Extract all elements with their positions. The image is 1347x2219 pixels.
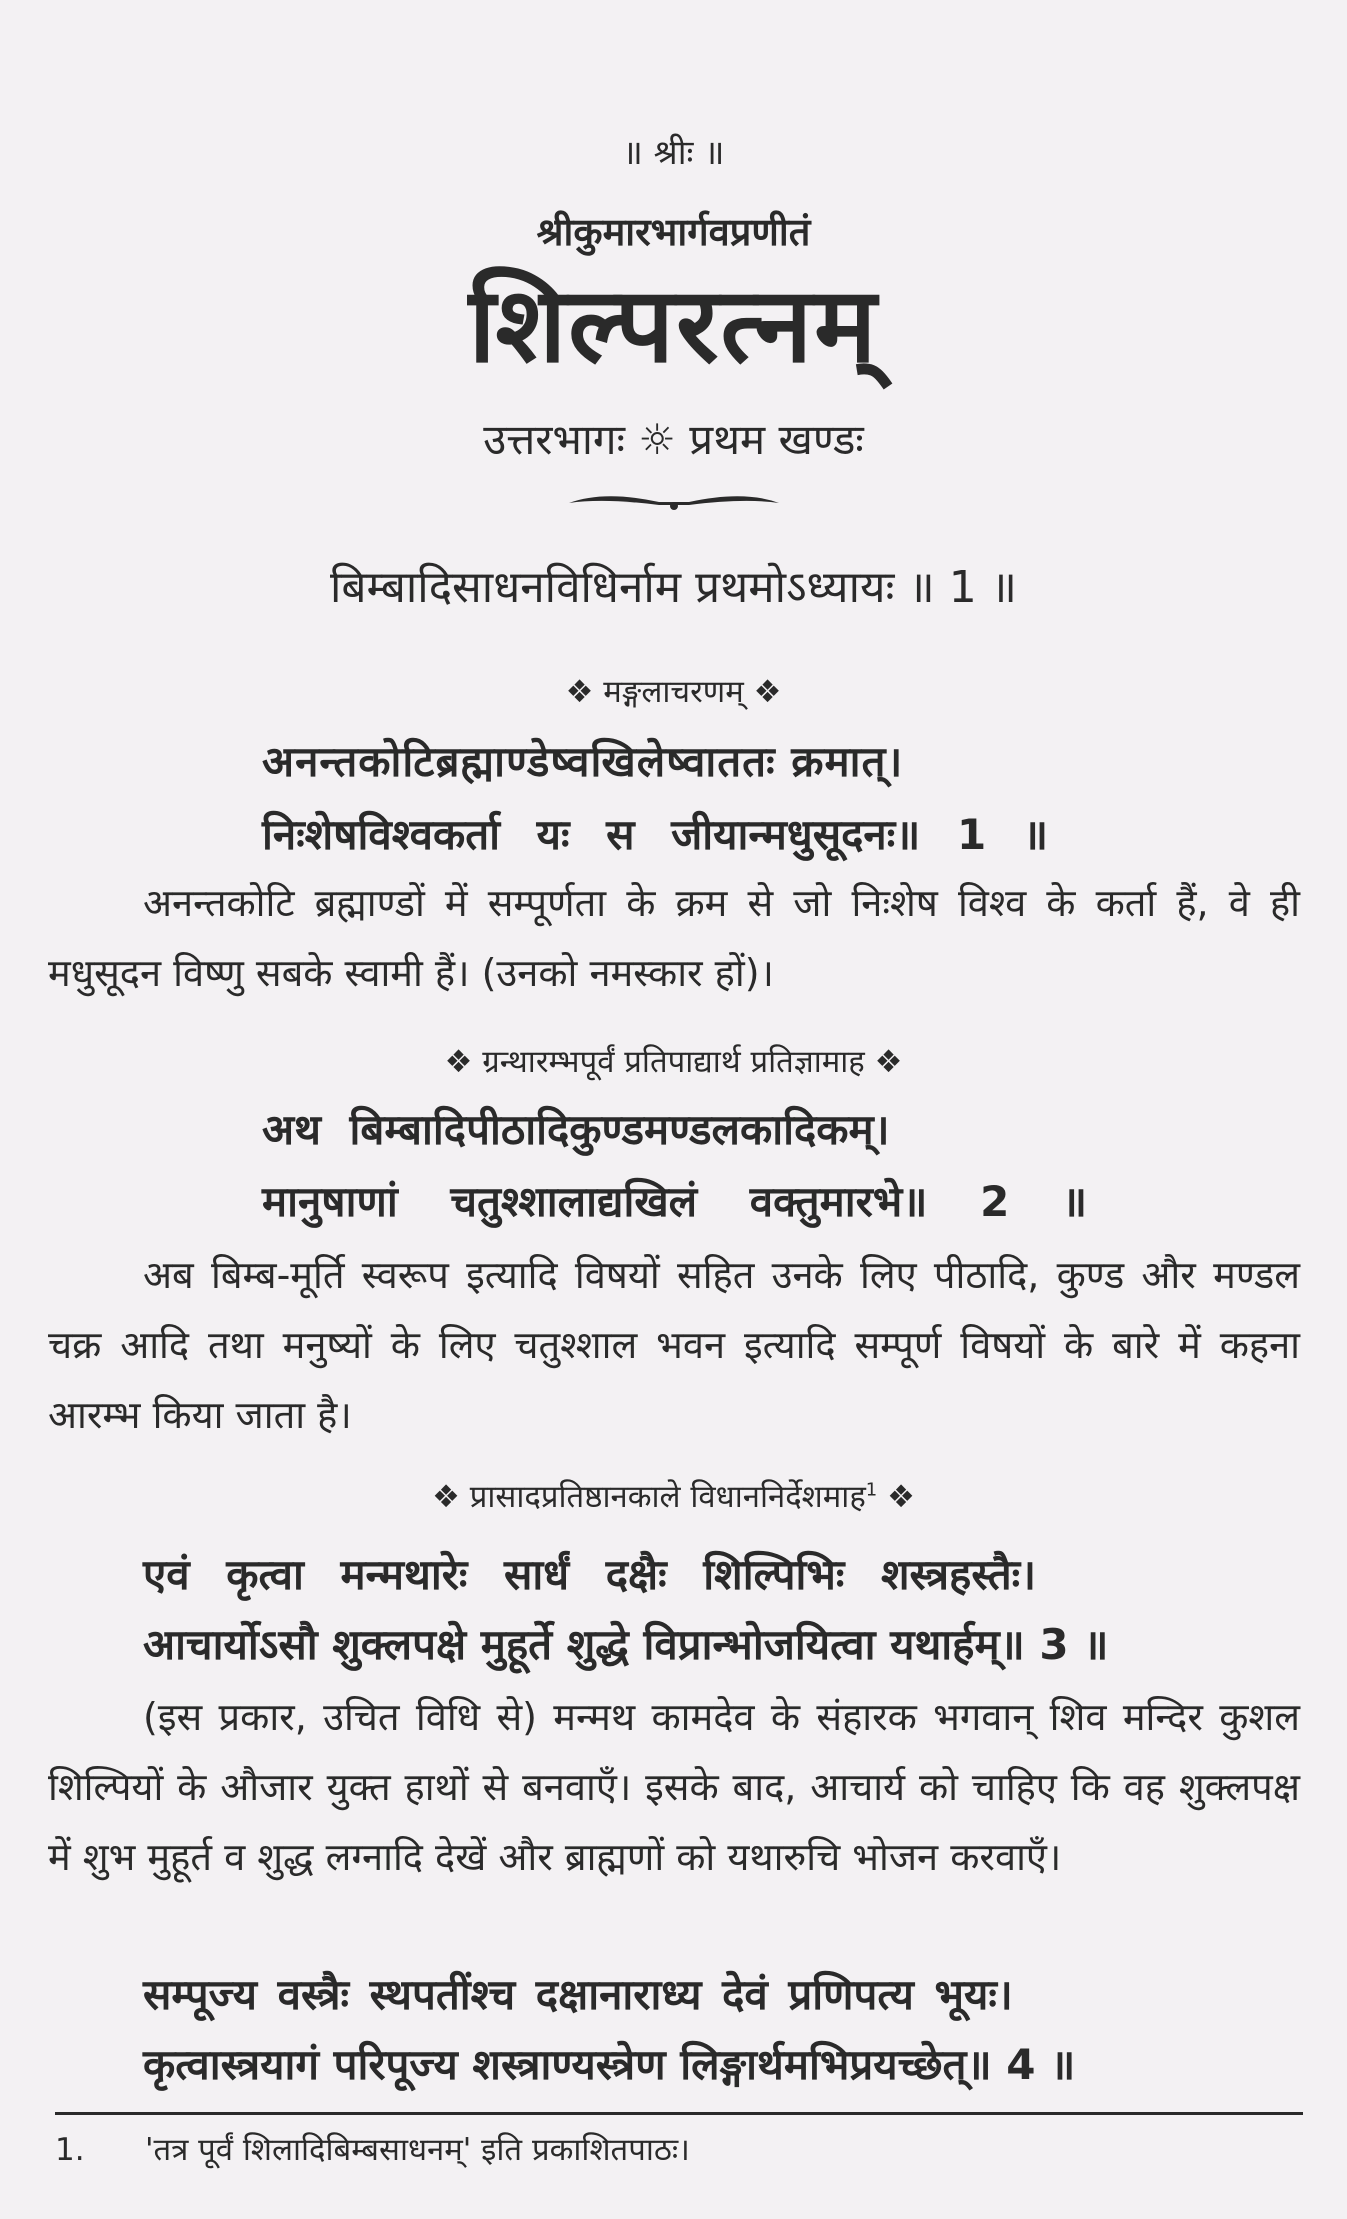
verse-4-line-1: सम्पूज्य वस्त्रैः स्थपतींश्च दक्षानाराध्य देवं प्रणिपत्य भूयः। <box>143 1970 1013 2019</box>
section-heading-end: ❖ <box>877 1479 915 1515</box>
translation-2: अब बिम्ब-मूर्ति स्वरूप इत्यादि विषयों सहित उनके लिए पीठादि, कुण्ड और मण्डल चक्र आदि तथा मनुष्यों के लिए चतुश्शाल भवन इत्यादि सम्पूर्ण विषयों के बारे में कहना आरम्भ किया जाता है। <box>48 1253 1300 1437</box>
verse-4-line-2: कृत्वास्त्रयागं परिपूज्य शस्त्राण्यस्त्रेण लिङ्गार्थमभिप्रयच्छेत्॥ 4 ॥ <box>143 2040 1076 2089</box>
ornament-divider <box>0 488 1347 518</box>
footnote-text: 'तत्र पूर्वं शिलादिबिम्बसाधनम्' इति प्रकाशितपाठः। <box>145 2132 690 2168</box>
author-line: श्रीकुमारभार्गवप्रणीतं <box>536 210 811 254</box>
section-heading-pratijna: ❖ ग्रन्थारम्भपूर्वं प्रतिपाद्यार्थ प्रतिज्ञामाह ❖ <box>444 1044 903 1080</box>
translation-3: (इस प्रकार, उचित विधि से) मन्मथ कामदेव के संहारक भगवान् शिव मन्दिर कुशल शिल्पियों के औजार युक्त हाथों से बनवाएँ। इसके बाद, आचार्य को चाहिए कि वह शुक्लपक्ष में शुभ मुहूर्त व शुद्ध लग्नादि देखें और ब्राह्मणों को यथारुचि भोजन करवाएँ। <box>48 1695 1300 1879</box>
chapter-heading: बिम्बादिसाधनविधिर्नाम प्रथमोऽध्यायः ॥ 1 ॥ <box>329 562 1018 613</box>
book-title: शिल्परत्नम् <box>468 264 879 386</box>
verse-1-line-2: निःशेषविश्वकर्ता यः स जीयान्मधुसूदनः॥ 1 ॥ <box>262 810 1048 859</box>
footnote-number: 1. <box>55 2132 85 2168</box>
part-subtitle: उत्तरभागः ☼ प्रथम खण्डः <box>483 415 864 464</box>
translation-1: अनन्तकोटि ब्रह्माण्डों में सम्पूर्णता के क्रम से जो निःशेष विश्व के कर्ता हैं, वे ही मधुसूदन विष्णु सबके स्वामी हैं। (उनको नमस्कार हों)। <box>48 881 1300 995</box>
section-heading-pratishthana <box>0 1475 1347 1517</box>
verse-2-line-2: मानुषाणां चतुश्शालाद्यखिलं वक्तुमारभे॥ 2 ॥ <box>262 1177 1088 1226</box>
ornament-icon <box>564 488 784 518</box>
footnote <box>55 2128 690 2170</box>
invocation-shri: ॥ श्रीः ॥ <box>622 133 725 173</box>
section-heading-text: ❖ प्रासादप्रतिष्ठानकाले विधाननिर्देशमाह <box>432 1479 866 1515</box>
footnote-divider <box>55 2112 1303 2115</box>
footnote-marker: 1 <box>865 1479 878 1501</box>
verse-1-line-1: अनन्तकोटिब्रह्माण्डेष्वखिलेष्वाततः क्रमात्। <box>262 737 904 786</box>
section-heading-mangalacharan: ❖ मङ्गलाचरणम् ❖ <box>565 674 782 710</box>
verse-2-line-1: अथ बिम्बादिपीठादिकुण्डमण्डलकादिकम्। <box>262 1105 890 1154</box>
verse-3-line-2: आचार्योऽसौ शुक्लपक्षे मुहूर्ते शुद्धे विप्रान्भोजयित्वा यथार्हम्॥ 3 ॥ <box>143 1620 1109 1669</box>
verse-3-line-1: एवं कृत्वा मन्मथारेः सार्धं दक्षैः शिल्पिभिः शस्त्रहस्तैः। <box>143 1550 1037 1599</box>
